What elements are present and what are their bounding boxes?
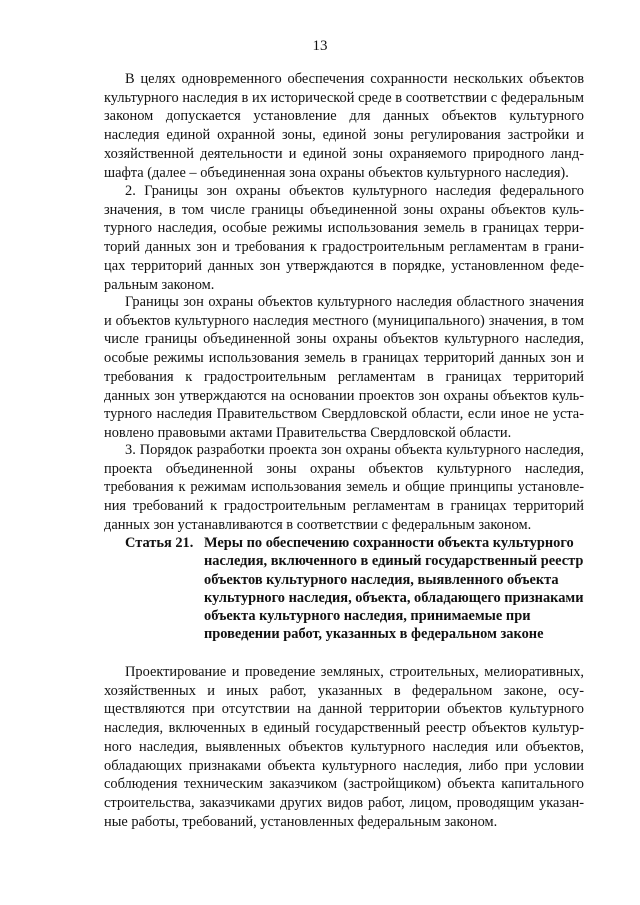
paragraph-1: В целях одновременного обеспечения сохранности нескольких объектов культурного наследия в их исторической среде в соответствии с федеральным законом допускается установление для данных объектов культурного наследия единой охранной зоны, единой зоны регулирования застройки и хозяйственной деятельности и единой зоны охраняемого природного ландшафта (далее – объединенная зона охраны объектов культурного наследия). (104, 71, 584, 181)
paragraph-4-block (104, 441, 584, 535)
paragraph-3: Границы зон охраны объектов культурного наследия областного значения и объектов культурного наследия местного (муниципального) значения, в том числе границы объединенной зоны охраны объектов культурного наследия, особые режимы использования земель в границах территорий данных зон и требования к градостроительным регламентам в границах территорий данных зон утверждаются на основании проектов зон охраны объектов культурного наследия Правительством Свердловской области, если иное не установлено правовыми актами Правительства Свердловской области. (104, 294, 584, 441)
article-label: Статья 21. (125, 535, 194, 551)
page-number: 13 (312, 38, 328, 54)
article-paragraph: Проектирование и проведение земляных, строительных, мелиоративных, хозяйственных и иных работ, указанных в федеральном законе, осуществляются при отсутствии на данной территории объектов культурного наследия, включенных в единый государственный реестр объектов культурного наследия, выявленных объектов культурного наследия или объектов, обладающих признаками объекта культурного наследия, либо при условии соблюдения техническим заказчиком (застройщиком) объекта капитального строительства, заказчиками других видов работ, лицом, проводящим указанные работы, требований, установленных федеральным законом. (104, 664, 584, 830)
article-paragraph-block (104, 663, 584, 831)
article-heading (125, 534, 595, 644)
paragraph-2-block (104, 182, 584, 294)
paragraph-1-block (104, 70, 584, 182)
article-title: Меры по обеспечению сохранности объекта культурного наследия, включенного в единый государственный реестр объектов культурного наследия, выявленного объекта культурного наследия, объекта, обладающего признаками объекта культурного наследия, принимаемые при проведении работ, указанных в федеральном законе (204, 535, 584, 643)
paragraph-3-block (104, 293, 584, 443)
paragraph-4: 3. Порядок разработки проекта зон охраны объекта культурного наследия, проекта объединенной зоны охраны объектов культурного наследия, требования к режимам использования земель и общие принципы установления требований к градостроительным регламентам в границах территорий данных зон устанавливаются в соответствии с федеральным законом. (104, 442, 584, 533)
paragraph-2: 2. Границы зон охраны объектов культурного наследия федерального значения, в том числе границы объединенной зоны охраны объектов культурного наследия, особые режимы использования земель в границах территорий данных зон и требования к градостроительным регламентам в границах территорий данных зон утверждаются в порядке, установленном федеральным законом. (104, 183, 584, 293)
